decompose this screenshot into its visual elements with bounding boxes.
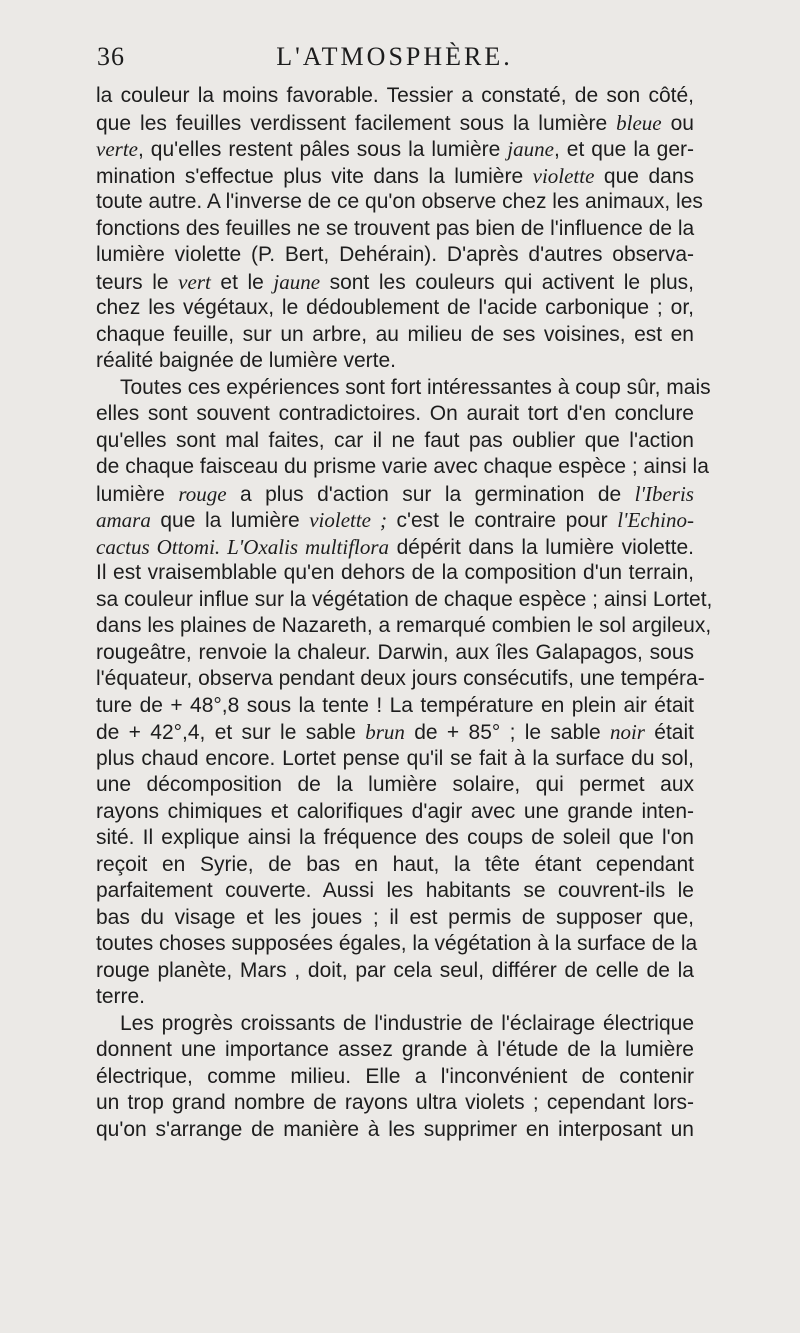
text-segment: a plus d'action sur la germination de	[226, 482, 635, 506]
italic-text: l'Echino-	[617, 508, 695, 532]
italic-text: l'Iberis	[634, 481, 694, 506]
text-line	[96, 1090, 694, 1117]
text-line	[96, 163, 694, 190]
italic-text: violette	[532, 163, 595, 188]
text-segment: toutes choses supposées égales, la végétation à la surface de la	[96, 932, 698, 955]
text-segment: de + 85° ; le sable	[404, 721, 610, 744]
text-line	[96, 825, 694, 852]
text-segment: réalité baignée de lumière verte.	[96, 349, 397, 372]
text-line	[96, 481, 694, 508]
text-segment: plus chaud encore. Lortet pense qu'il se fait à la surface du sol,	[96, 746, 694, 770]
text-line	[96, 428, 694, 455]
text-segment: que la lumière	[150, 509, 310, 532]
text-segment: de + 42°,4, et sur le sable	[96, 721, 366, 744]
text-line	[96, 136, 694, 163]
text-line	[96, 693, 694, 720]
text-segment: elles sont souvent contradictoires. On aurait tort d'en conclure	[96, 402, 694, 425]
text-segment: un trop grand nombre de rayons ultra violets ; cependant lors-	[96, 1091, 694, 1114]
text-line	[96, 401, 694, 428]
text-line	[96, 852, 694, 879]
text-segment: chez les végétaux, le dédoublement de l'acide carbonique ; or,	[96, 296, 694, 319]
text-line	[96, 878, 694, 905]
text-segment: teurs le	[96, 270, 179, 294]
text-segment: lumière violette (P. Bert, Dehérain). D'après d'autres observa-	[96, 243, 694, 266]
text-segment: donnent une importance assez grande à l'étude de la lumière	[96, 1038, 694, 1061]
text-line	[96, 454, 709, 481]
text-segment: sa couleur influe sur la végétation de chaque espèce ; ainsi Lortet,	[96, 587, 713, 611]
text-segment: de chaque faisceau du prisme varie avec chaque espèce ; ainsi la	[96, 455, 709, 478]
text-segment: que les feuilles verdissent facilement sous la lumière	[96, 111, 617, 135]
text-segment: une décomposition de la lumière solaire, qui permet aux	[96, 773, 694, 796]
text-line	[96, 189, 703, 216]
italic-text: rouge	[178, 481, 227, 506]
text-segment: qu'elles sont mal faites, car il ne faut pas oublier que l'action	[96, 428, 694, 452]
italic-text: vert	[178, 269, 211, 294]
text-line	[96, 613, 712, 640]
text-segment: rayons chimiques et calorifiques d'agir avec une grande inten-	[96, 799, 694, 823]
text-line	[96, 1064, 694, 1091]
italic-text: violette ;	[309, 508, 387, 532]
text-segment: était	[644, 721, 694, 744]
text-line	[96, 772, 694, 799]
text-segment: ture de + 48°,8 sous la tente ! La température en plein air était	[96, 693, 694, 717]
text-segment: et le	[210, 270, 274, 294]
text-line	[96, 83, 694, 110]
italic-text: cactus Ottomi. L'Oxalis multiflora	[96, 534, 390, 559]
text-line	[96, 984, 694, 1011]
text-segment: lumière	[96, 482, 179, 506]
text-segment: mination s'effectue plus vite dans la lumière	[96, 164, 533, 188]
text-line	[96, 640, 694, 667]
italic-text: brun	[365, 720, 405, 744]
italic-text: noir	[609, 720, 645, 744]
text-segment: électrique, comme milieu. Elle a l'inconvénient de contenir	[96, 1064, 694, 1088]
text-segment: dans les plaines de Nazareth, a remarqué combien le sol argileux,	[96, 614, 712, 637]
text-segment: fonctions des feuilles ne se trouvent pas bien de l'influence de la	[96, 216, 695, 240]
text-line	[96, 746, 694, 773]
text-line	[96, 1011, 694, 1038]
text-segment: l'équateur, observa pendant deux jours consécutifs, une tempéra-	[96, 667, 705, 690]
text-segment: ou	[661, 111, 694, 135]
text-line	[96, 799, 694, 826]
text-segment: Toutes ces expériences sont fort intéressantes à coup sûr, mais	[120, 375, 711, 399]
text-line	[96, 958, 694, 985]
italic-text: bleue	[616, 110, 662, 135]
text-line	[96, 666, 705, 693]
text-line	[96, 931, 698, 958]
text-segment: qu'on s'arrange de manière à les supprimer en interposant un	[96, 1117, 694, 1141]
text-segment: sité. Il explique ainsi la fréquence des coups de soleil que l'on	[96, 826, 694, 849]
text-segment: bas du visage et les joues ; il est permis de supposer que,	[96, 905, 694, 929]
text-segment: terre.	[96, 985, 146, 1008]
italic-text: verte	[96, 137, 138, 161]
text-line	[96, 269, 694, 296]
text-line	[96, 719, 694, 746]
text-segment: dépérit dans la lumière violette.	[389, 535, 694, 559]
text-segment: Les progrès croissants de l'industrie de l'éclairage électrique	[120, 1011, 694, 1035]
text-line	[96, 560, 694, 587]
text-segment: parfaitement couverte. Aussi les habitants se couvrent-ils le	[96, 879, 694, 902]
text-segment: , qu'elles restent pâles sous la lumière	[137, 138, 508, 161]
text-segment: rouge planète, Mars , doit, par cela seul, différer de celle de la	[96, 958, 694, 982]
italic-text: amara	[96, 508, 151, 532]
text-segment: c'est le contraire pour	[386, 509, 618, 532]
text-line	[96, 1117, 694, 1144]
text-segment: Il est vraisemblable qu'en dehors de la composition d'un terrain,	[96, 561, 694, 584]
page-header	[97, 42, 692, 82]
text-line	[96, 295, 694, 322]
text-segment: chaque feuille, sur un arbre, au milieu de ses voisines, est en	[96, 322, 694, 346]
text-segment: la couleur la moins favorable. Tessier a constaté, de son côté,	[96, 84, 694, 107]
text-line	[96, 507, 694, 534]
text-segment: reçoit en Syrie, de bas en haut, la tête étant cependant	[96, 852, 694, 876]
running-title: L'ATMOSPHÈRE.	[276, 42, 513, 71]
text-segment: que dans	[594, 164, 694, 188]
text-segment: toute autre. A l'inverse de ce qu'on observe chez les animaux, les	[96, 190, 703, 213]
text-line	[96, 1037, 694, 1064]
body-text	[96, 83, 713, 1143]
text-segment: rougeâtre, renvoie la chaleur. Darwin, aux îles Galapagos, sous	[96, 640, 694, 664]
text-line	[96, 216, 694, 243]
page-number: 36	[97, 42, 125, 71]
text-line	[96, 110, 694, 137]
text-segment: , et que la ger-	[553, 138, 694, 161]
text-line	[96, 322, 694, 349]
text-line	[96, 534, 694, 561]
text-line	[96, 242, 694, 269]
text-line	[96, 587, 713, 614]
text-line	[96, 375, 711, 402]
italic-text: jaune	[507, 137, 554, 161]
italic-text: jaune	[273, 269, 321, 294]
text-line	[96, 348, 694, 375]
text-segment: sont les couleurs qui activent le plus,	[320, 270, 695, 294]
text-line	[96, 905, 694, 932]
